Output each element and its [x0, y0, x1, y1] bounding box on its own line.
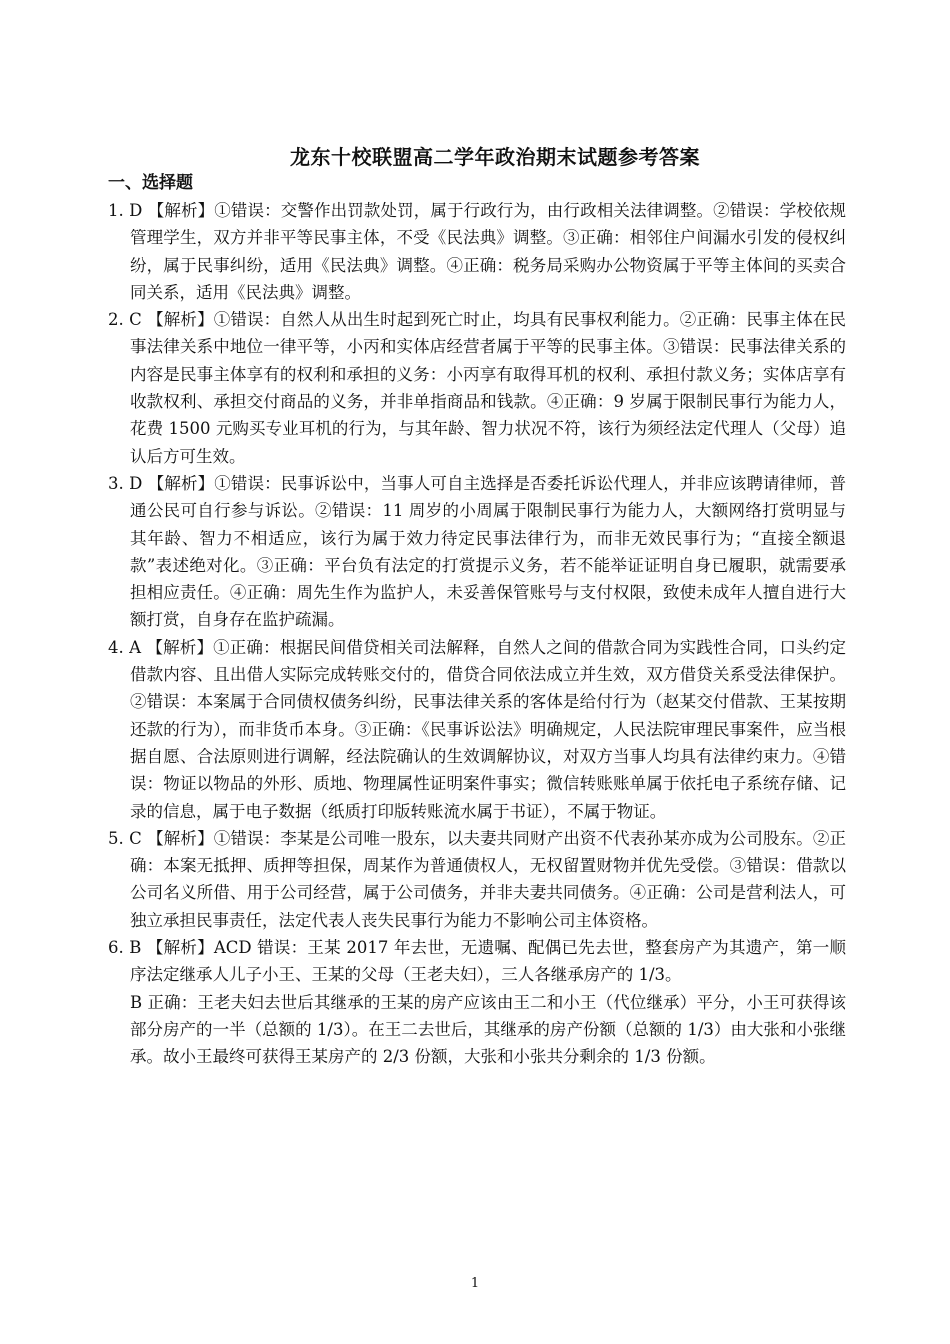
answer-prefix: 2. C 【解析】 — [108, 310, 214, 330]
answer-item-4 — [108, 634, 846, 825]
answer-item-6-continuation: B 正确：王老夫妇去世后其继承的王某的房产应该由王二和小王（代位继承）平分，小王可获得该部分房产的一半（总额的 1/3）。在王二去世后，其继承的房产份额（总额的 1/3）由大张和小张继承。故小王最终可获得王某房产的 2/3 份额，大张和小张共分剩余的 1/3 份额。 — [130, 992, 846, 1067]
answer-list — [108, 197, 846, 1071]
answer-prefix: 3. D 【解析】 — [108, 473, 215, 493]
document-title: 龙东十校联盟高二学年政治期末试题参考答案 — [290, 145, 700, 169]
answer-prefix: 5. C 【解析】 — [108, 828, 214, 848]
answer-text: ①正确：根据民间借贷相关司法解释，自然人之间的借款合同为实践性合同，口头约定借款内容、且出借人实际完成转账交付的，借贷合同依法成立并生效，双方借贷关系受法律保护。②错误：本案属于合同债权债务纠纷，民事法律关系的客体是给付行为（赵某交付借款、王某按期还款的行为），而非货币本身。③正确：《民事诉讼法》明确规定，人民法院审理民事案件，应当根据自愿、合法原则进行调解，经法院确认的生效调解协议，对双方当事人均具有法律约束力。④错误：物证以物品的外形、质地、物理属性证明案件事实；微信转账账单属于依托电子系统存储、记录的信息，属于电子数据（纸质打印版转账流水属于书证），不属于物证。 — [130, 637, 846, 821]
section-heading: 一、选择题 — [108, 173, 193, 193]
answer-prefix: 1. D 【解析】 — [108, 201, 215, 220]
answer-text: ①错误：民事诉讼中，当事人可自主选择是否委托诉讼代理人，并非应该聘请律师，普通公民可自行参与诉讼。②错误：11 周岁的小周属于限制民事行为能力人，大额网络打赏明显与其年龄、智力不相适应，该行为属于效力待定民事法律行为，而非无效民事行为；“直接全额退款”表述绝对化。③正确：平台负有法定的打赏提示义务，若不能举证证明自身已履职，就需要承担相应责任。④正确：周先生作为监护人，未妥善保管账号与支付权限，致使未成年人擅自进行大额打赏，自身存在监护疏漏。 — [130, 473, 846, 630]
answer-item-3 — [108, 470, 846, 634]
answer-text: ACD 错误：王某 2017 年去世，无遗嘱、配偶已先去世，整套房产为其遗产，第一顺序法定继承人儿子小王、王某的父母（王老夫妇），三人各继承房产的 1/3。 — [130, 938, 847, 985]
answer-text: ①错误：自然人从出生时起到死亡时止，均具有民事权利能力。②正确：民事主体在民事法律关系中地位一律平等，小丙和实体店经营者属于平等的民事主体。③错误：民事法律关系的内容是民事主体享有的权利和承担的义务：小丙享有取得耳机的权利、承担付款义务；实体店享有收款权利、承担交付商品的义务，并非单指商品和钱款。④正确：9 岁属于限制民事行为能力人，花费 1500 元购买专业耳机的行为，与其年龄、智力状况不符，该行为须经法定代理人（父母）追认后方可生效。 — [130, 310, 847, 466]
answer-item-2 — [108, 306, 846, 470]
answer-prefix: 6. B 【解析】 — [108, 938, 214, 958]
page-number: 1 — [470, 1276, 480, 1291]
answer-item-6 — [108, 934, 846, 989]
answer-text: ①错误：李某是公司唯一股东，以夫妻共同财产出资不代表孙某亦成为公司股东。②正确：本案无抵押、质押等担保，周某作为普通债权人，无权留置财物并优先受偿。③错误：借款以公司名义所借、用于公司经营，属于公司债务，并非夫妻共同债务。④正确：公司是营利法人，可独立承担民事责任，法定代表人丧失民事行为能力不影响公司主体资格。 — [130, 828, 847, 930]
answer-item-5 — [108, 825, 846, 934]
answer-item-1 — [108, 197, 846, 306]
answer-text: ①错误：交警作出罚款处罚，属于行政行为，由行政相关法律调整。②错误：学校依规管理学生，双方并非平等民事主体，不受《民法典》调整。③正确：相邻住户间漏水引发的侵权纠纷，属于民事纠纷，适用《民法典》调整。④正确：税务局采购办公物资属于平等主体间的买卖合同关系，适用《民法典》调整。 — [130, 201, 846, 302]
answer-prefix: 4. A 【解析】 — [108, 637, 214, 657]
